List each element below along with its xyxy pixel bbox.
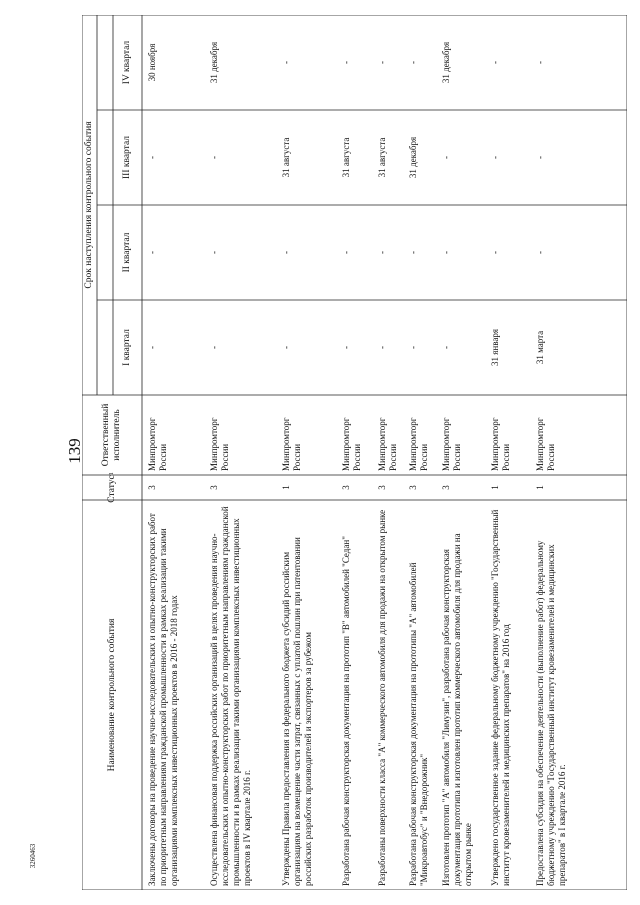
row-3-status: 1 [281,485,291,490]
row-8-q4: - [490,61,500,64]
row-4-q3: 31 августа [341,137,351,178]
header-deadline-group: Срок наступления контрольного события [84,121,94,289]
row-3-q1: - [281,346,291,349]
rotated-table-stage [82,15,627,890]
document-code: 3260463 [29,843,37,869]
header-executor [82,395,142,475]
row-5-q4: - [377,61,387,64]
row-2-executor: Минпромторг России [209,417,230,471]
row-4-name: Разработана рабочая конструкторская документация на прототип "В" автомобилей "Седан" [341,536,351,886]
row-9-executor: Минпромторг России [535,417,556,471]
row-4-status: 3 [341,485,351,490]
row-1-q1: - [147,346,157,349]
row-1-status: 3 [147,485,157,490]
row-9-q3: - [535,156,545,159]
row-5-name: Разработаны поверхности класса "А" коммерческого автомобиля для продажи на открытом рынке [377,509,387,886]
row-5-status: 3 [377,485,387,490]
header-quarter-4: IV квартал [122,40,132,85]
header-executor-line2: исполнитель [112,409,122,461]
row-3-q4: - [281,61,291,64]
row-7-q3: - [441,156,451,159]
header-quarter-2: II квартал [122,232,132,273]
row-9-q1: 31 марта [535,330,545,365]
row-4-executor: Минпромторг России [341,417,362,471]
row-5-q1: - [377,346,387,349]
row-5-q2: - [377,251,387,254]
header-quarter-3: III квартал [122,136,132,179]
row-8-name: Утверждено государственное задание федеральному бюджетному учреждению "Государственный институт кровезаменителей и медицинских препаратов" на 2016 год [490,509,511,886]
row-6-status: 3 [408,485,418,490]
row-7-executor: Минпромторг России [441,417,462,471]
row-7-q2: - [441,251,451,254]
row-1-executor: Минпромторг России [147,417,168,471]
row-2-q3: - [209,156,219,159]
row-9-status: 1 [535,485,545,490]
row-8-q3: - [490,156,500,159]
row-6-q3: 31 декабря [408,136,418,179]
row-7-status: 3 [441,485,451,490]
row-2-q1: - [209,346,219,349]
page-number: 139 [65,438,84,464]
row-6-name: Разработана рабочая конструкторская документация на прототипы "А" автомобилей "Микроавтобус" и "Внедорожник" [408,562,429,886]
header-event-name: Наименование контрольного события [106,618,117,772]
row-8-status: 1 [490,485,500,490]
row-7-q1: - [441,346,451,349]
row-2-q2: - [209,251,219,254]
row-2-q4: 31 декабря [209,41,219,84]
row-1-q4: 30 ноября [147,43,157,82]
row-3-name: Утверждены Правила предоставления из федерального бюджета субсидий российским организациям на возмещение части затрат, связанных с уплатой пошлин при патентовании российских разработок производителей и экспортеров за рубежом [281,537,313,886]
row-3-executor: Минпромторг России [281,417,302,471]
row-3-q3: 31 августа [281,137,291,178]
row-1-name: Заключены договоры на проведение научно-исследовательских и опытно-конструкторских работ по приоритетным направлениям гражданской промышленности в рамках реализации такими организациями комплексных инвестиционных проектов в 2016 - 2018 годах [147,513,179,886]
row-6-q2: - [408,251,418,254]
row-5-q3: 31 августа [377,137,387,178]
row-8-executor: Минпромторг России [490,417,511,471]
row-9-q4: - [535,61,545,64]
row-6-q4: - [408,61,418,64]
row-6-q1: - [408,346,418,349]
row-6-executor: Минпромторг России [408,417,429,471]
header-status-footnote: 1 [108,472,115,476]
row-2-name: Осуществлена финансовая поддержка российских организаций в целях проведения научно-исследовательских и опытно-конструкторских работ по приоритетным направлениям гражданской промышленности и в рамках реализации такими организациями комплексных инвестиционных проектов в IV квартале 2016 г. [209,506,252,886]
row-4-q2: - [341,251,351,254]
row-7-q4: 31 декабря [441,41,451,84]
row-1-q3: - [147,156,157,159]
row-3-q2: - [281,251,291,254]
row-1-q2: - [147,251,157,254]
header-executor-line1: Ответственный [101,403,111,467]
row-4-q1: - [341,346,351,349]
header-quarter-1: I квартал [122,329,132,366]
row-8-q2: - [490,251,500,254]
row-9-q2: - [535,251,545,254]
row-4-q4: - [341,61,351,64]
row-5-executor: Минпромторг России [377,417,398,471]
header-status-label: Статус [106,475,117,503]
row-9-name: Предоставлена субсидия на обеспечение деятельности (выполнение работ) федеральному бюджетному учреждению "Государственный институт кровезаменителей и медицинских препаратов" в I квартале 2016 г. [535,540,567,886]
row-7-name: Изготовлен прототип "А" автомобиля "Лимузин", разработана рабочая конструкторская документация прототипа и изготовлен прототип коммерческого автомобиля для продажи на открытом рынке [441,533,473,886]
row-2-status: 3 [209,485,219,490]
row-8-q1: 31 января [490,329,500,366]
header-status [82,472,142,503]
